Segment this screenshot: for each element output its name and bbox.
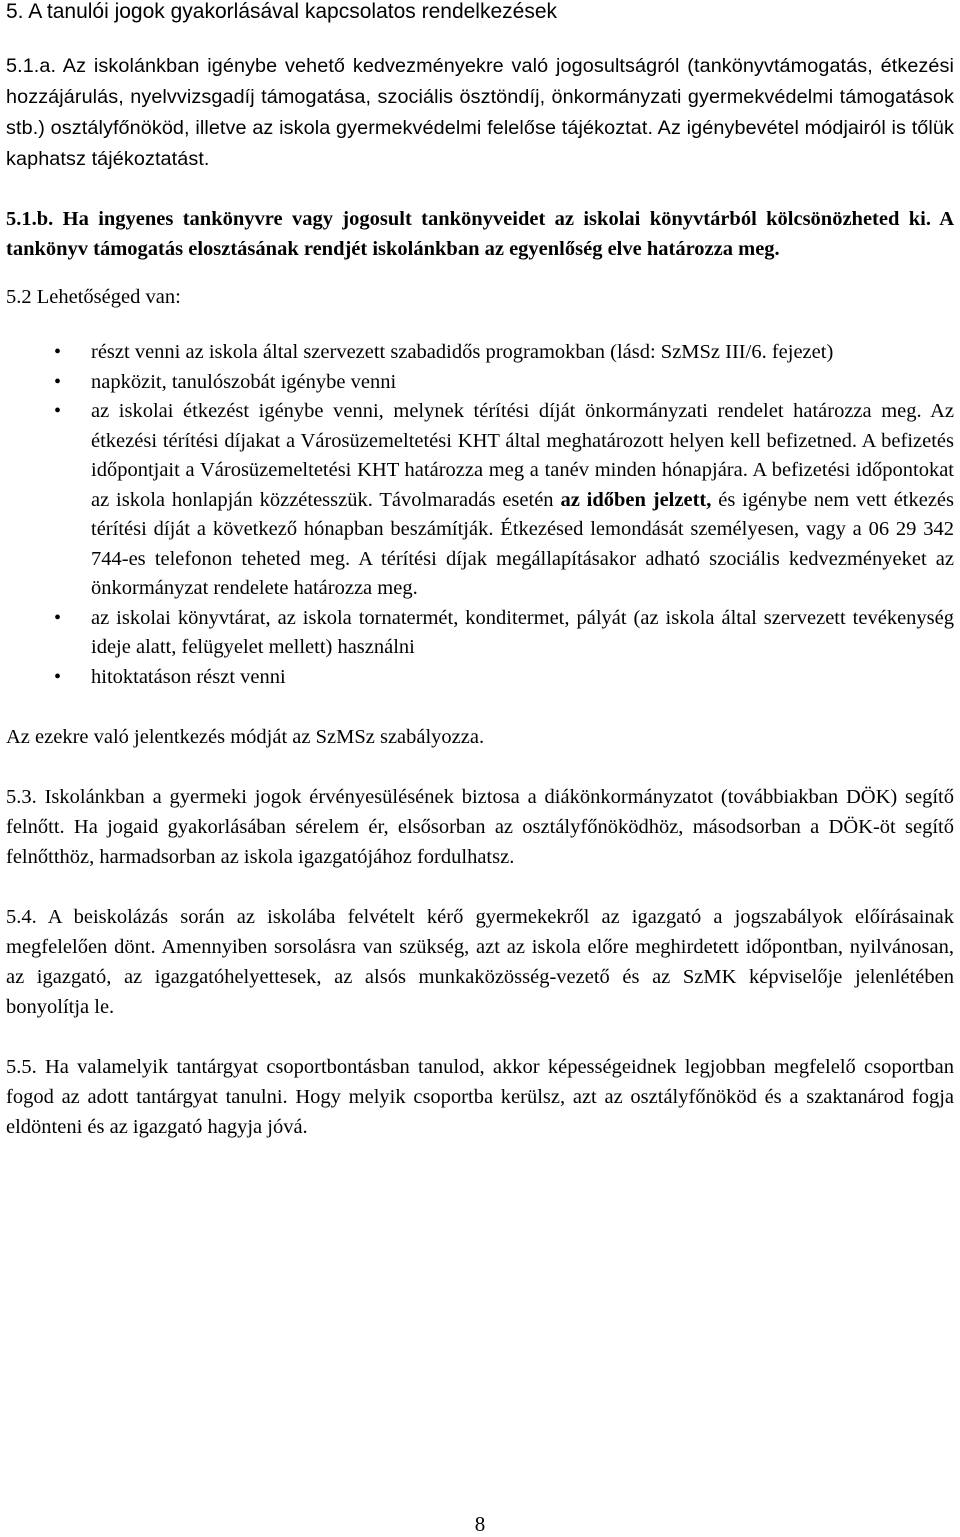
paragraph-5-2-intro: 5.2 Lehetőséged van: [6, 286, 181, 308]
document-page [6, 0, 954, 1142]
list-item [6, 397, 954, 604]
paragraph-5-1-a: 5.1.a. Az iskolánkban igénybe vehető kedvezményekre való jogosultságról (tankönyvtámogatás, étkezési hozzájárulás, nyelvvizsgadíj támogatása, szociális ösztöndíj, önkormányzati gyermekvédelmi támogatások stb.) osztályfőnököd, illetve az iskola gyermekvédelmi felelőse tájékoztat. Az igénybevétel módjairól is tőlük kaphatsz tájékoztatást. [6, 55, 954, 170]
list-item [6, 604, 954, 663]
list-item-text: napközit, tanulószobát igénybe venni [91, 370, 397, 393]
list-item-emphasis: az időben jelzett, [560, 488, 712, 511]
list-item-text: hitoktatáson részt venni [91, 665, 286, 688]
list-item-text: és igénybe nem vett étkezés térítési díját a következő hónapban beszámítják. Étkezésed lemondását személyesen, vagy a 06 29 342 744-es telefonon teheted meg. A térítési díjak megállapításakor adható szociális kedvezményeket az önkormányzat rendelete határozza meg. [91, 488, 955, 599]
paragraph-5-3: 5.3. Iskolánkban a gyermeki jogok érvényesülésének biztosa a diákönkormányzatot (továbbiakban DÖK) segítő felnőtt. Ha jogaid gyakorlásában sérelem ér, elsősorban az osztályfőnöködhöz, másodsorban a DÖK-öt segítő felnőtthöz, harmadsorban az iskola igazgatójához fordulhatsz. [6, 786, 954, 868]
rights-list [6, 338, 954, 692]
section-title: 5. A tanulói jogok gyakorlásával kapcsolatos rendelkezések [6, 0, 558, 23]
list-item-text: az iskolai könyvtárat, az iskola tornatermét, konditermet, pályát (az iskola által szervezett tevékenység ideje alatt, felügyelet mellett) használni [91, 606, 954, 658]
paragraph-5-4: 5.4. A beiskolázás során az iskolába felvételt kérő gyermekekről az igazgató a jogszabályok előírásainak megfelelően dönt. Amennyiben sorsolásra van szükség, azt az iskola előre meghirdetett időpontban, nyilvánosan, az igazgató, az igazgatóhelyettesek, az alsós munkaközösség-vezető és az SzMK képviselője jelenlétében bonyolítja le. [6, 906, 954, 1018]
page-number: 8 [474, 1512, 486, 1536]
list-item [6, 663, 954, 693]
bullet-icon: • [54, 370, 62, 393]
list-item [6, 338, 954, 368]
paragraph-5-5: 5.5. Ha valamelyik tantárgyat csoportbontásban tanulod, akkor képességeidnek legjobban megfelelő csoportban fogod az adott tantárgyat tanulni. Hogy melyik csoportba kerülsz, azt az osztályfőnököd és a szaktanárod fogja eldönteni és az igazgató hagyja jóvá. [6, 1056, 954, 1138]
bullet-icon: • [54, 606, 62, 629]
paragraph-5-1-b: 5.1.b. Ha ingyenes tankönyvre vagy jogosult tankönyveidet az iskolai könyvtárból kölcsönözheted ki. A tankönyv támogatás elosztásának rendjét iskolánkban az egyenlőség elve határozza meg. [6, 208, 954, 260]
list-item-text: az iskolai étkezést igénybe venni, melynek térítési díját önkormányzati rendelet határozza meg. Az étkezési térítési díjakat a Városüzemeltetési KHT által meghatározott helyen kell befizetned. A befizetés időpontjait a Városüzemeltetési KHT határozza meg a tanév minden hónapjára. A befizetési időpontokat az iskola honlapján közzétesszük. Távolmaradás esetén [91, 400, 954, 511]
bullet-icon: • [54, 341, 62, 363]
paragraph-szmsz: Az ezekre való jelentkezés módját az SzMSz szabályozza. [6, 726, 485, 748]
list-item-text: részt venni az iskola által szervezett szabadidős programokban (lásd: SzMSz III/6. fejezet) [91, 341, 834, 363]
bullet-icon: • [54, 400, 62, 422]
list-item [6, 368, 954, 398]
bullet-icon: • [54, 665, 62, 688]
